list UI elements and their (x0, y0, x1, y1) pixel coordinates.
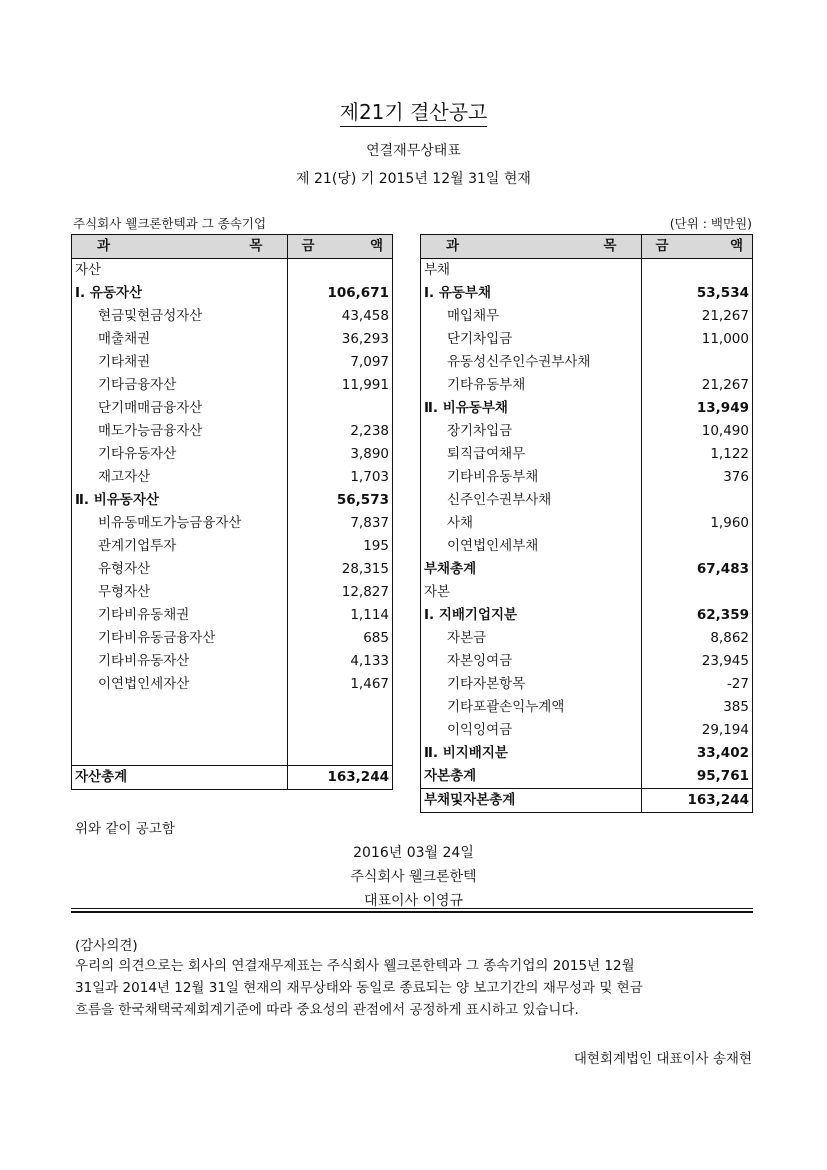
auditor-signature: 대현회계법인 대표이사 송재현 (573, 1051, 752, 1067)
row-label: 퇴직급여채무 (421, 443, 642, 466)
table-row (72, 719, 393, 742)
table-row (421, 305, 753, 328)
row-amount (288, 259, 393, 283)
ceo-name: 대표이사 이영규 (363, 893, 464, 909)
page-title (0, 96, 827, 125)
amount-header-char-1: 금 (655, 238, 669, 254)
table-row (421, 466, 753, 489)
table-row (421, 696, 753, 719)
row-amount: 23,945 (642, 650, 753, 673)
row-label: 자본 (421, 581, 642, 604)
table-row (72, 466, 393, 489)
notice-text: 위와 같이 공고함 (75, 821, 175, 837)
table-row (72, 581, 393, 604)
row-amount: 36,293 (288, 328, 393, 351)
table-row (421, 397, 753, 420)
row-amount: 376 (642, 466, 753, 489)
row-amount: 685 (288, 627, 393, 650)
row-amount (288, 397, 393, 420)
row-label: Ⅰ. 유동자산 (72, 282, 288, 305)
table-row (72, 558, 393, 581)
row-amount (642, 581, 753, 604)
row-label: 유형자산 (72, 558, 288, 581)
audit-line-2: 31일과 2014년 12월 31일 현재의 재무상태와 동일로 종료되는 양 보고기간의 재무성과 및 현금 (75, 980, 643, 996)
row-amount: 2,238 (288, 420, 393, 443)
row-amount: 7,837 (288, 512, 393, 535)
row-amount: 10,490 (642, 420, 753, 443)
table-row (72, 328, 393, 351)
amount-header-char-2: 액 (729, 238, 743, 254)
row-amount: 33,402 (642, 742, 753, 765)
audit-line-3: 흐름을 한국채택국제회계기준에 따라 중요성의 관점에서 공정하게 표시하고 있습니다. (75, 1002, 579, 1018)
row-label: 신주인수권부사채 (421, 489, 642, 512)
row-amount: 106,671 (288, 282, 393, 305)
page-title-text: 제21기 결산공고 (340, 100, 488, 127)
row-amount (642, 259, 753, 283)
row-amount: 29,194 (642, 719, 753, 742)
row-label: 자산총계 (72, 766, 288, 790)
row-amount (642, 351, 753, 374)
table-row (421, 673, 753, 696)
row-amount: 21,267 (642, 305, 753, 328)
table-row (421, 627, 753, 650)
row-label: 자본총계 (421, 765, 642, 789)
row-amount: 12,827 (288, 581, 393, 604)
item-header-char-2: 목 (603, 238, 617, 254)
row-label: Ⅰ. 유동부채 (421, 282, 642, 305)
company-name: 주식회사 웰크론한텍과 그 종속기업 (73, 216, 267, 231)
amount-column-header (288, 235, 393, 259)
item-header-char-1: 과 (97, 238, 111, 254)
table-row (421, 489, 753, 512)
audit-heading: (감사의견) (75, 938, 138, 954)
row-label: 기타유동부채 (421, 374, 642, 397)
row-label: 장기차입금 (421, 420, 642, 443)
table-row (421, 328, 753, 351)
notice-date: 2016년 03월 24일 (353, 845, 474, 861)
row-amount (642, 535, 753, 558)
divider-thin (71, 908, 753, 909)
table-row (421, 535, 753, 558)
item-column-header (421, 235, 642, 259)
table-row (421, 351, 753, 374)
row-label: 재고자산 (72, 466, 288, 489)
row-amount (642, 489, 753, 512)
row-amount: 62,359 (642, 604, 753, 627)
row-label (72, 719, 288, 742)
row-label: 부채및자본총계 (421, 789, 642, 813)
table-row (72, 282, 393, 305)
row-amount: 13,949 (642, 397, 753, 420)
table-row (421, 558, 753, 581)
audit-line-1: 우리의 의견으로는 회사의 연결재무제표는 주식회사 웰크론한텍과 그 종속기업의 2015년 12월 (75, 958, 635, 974)
table-row (421, 443, 753, 466)
row-label: 유동성신주인수권부사채 (421, 351, 642, 374)
unit-label: (단위 : 백만원) (669, 216, 752, 231)
row-label (72, 696, 288, 719)
table-row (72, 305, 393, 328)
row-label: 무형자산 (72, 581, 288, 604)
row-label: Ⅱ. 비유동부채 (421, 397, 642, 420)
table-row (72, 696, 393, 719)
table-row (72, 650, 393, 673)
assets-body (72, 259, 393, 790)
row-label: 기타채권 (72, 351, 288, 374)
row-amount: 385 (642, 696, 753, 719)
row-amount: 1,703 (288, 466, 393, 489)
statement-period: 제 21(당) 기 2015년 12월 31일 현재 (296, 171, 531, 187)
row-label: 기타자본항목 (421, 673, 642, 696)
firm-name: 주식회사 웰크론한텍 (350, 869, 477, 885)
audit-opinion (75, 955, 755, 1021)
row-label: 기타금융자산 (72, 374, 288, 397)
table-row (421, 604, 753, 627)
row-label: 기타비유동금융자산 (72, 627, 288, 650)
row-label: 자산 (72, 259, 288, 283)
table-row (421, 374, 753, 397)
row-label: 매도가능금융자산 (72, 420, 288, 443)
row-label: 이연법인세자산 (72, 673, 288, 696)
row-label: Ⅱ. 비지배지분 (421, 742, 642, 765)
row-label: 자본금 (421, 627, 642, 650)
table-row (421, 742, 753, 765)
assets-table (71, 234, 393, 790)
row-amount: 1,467 (288, 673, 393, 696)
table-row (72, 489, 393, 512)
row-label: 사채 (421, 512, 642, 535)
row-label: 부채총계 (421, 558, 642, 581)
table-row (72, 673, 393, 696)
row-label: 부채 (421, 259, 642, 283)
row-amount: 21,267 (642, 374, 753, 397)
table-row (421, 719, 753, 742)
row-amount: 11,000 (642, 328, 753, 351)
liabilities-body (421, 259, 753, 813)
row-label: 이익잉여금 (421, 719, 642, 742)
row-amount: 8,862 (642, 627, 753, 650)
item-column-header (72, 235, 288, 259)
table-row (72, 604, 393, 627)
row-amount: 7,097 (288, 351, 393, 374)
assets-header-row (72, 235, 393, 259)
row-label: 자본잉여금 (421, 650, 642, 673)
row-amount: 3,890 (288, 443, 393, 466)
table-row (72, 351, 393, 374)
row-amount: 67,483 (642, 558, 753, 581)
divider-thick (71, 911, 753, 913)
row-label: 비유동매도가능금융자산 (72, 512, 288, 535)
table-row (421, 512, 753, 535)
table-row (421, 420, 753, 443)
row-label: 현금및현금성자산 (72, 305, 288, 328)
table-row (72, 397, 393, 420)
row-label: 단기차입금 (421, 328, 642, 351)
row-amount: -27 (642, 673, 753, 696)
amount-column-header (642, 235, 753, 259)
table-row (421, 650, 753, 673)
table-row (421, 282, 753, 305)
row-label: 기타포괄손익누계액 (421, 696, 642, 719)
row-label: Ⅰ. 지배기업지분 (421, 604, 642, 627)
table-row (72, 420, 393, 443)
row-amount: 43,458 (288, 305, 393, 328)
table-row (72, 627, 393, 650)
row-label: 관계기업투자 (72, 535, 288, 558)
row-label (72, 742, 288, 766)
table-row (72, 443, 393, 466)
table-row (421, 765, 753, 789)
row-amount (288, 719, 393, 742)
table-row (72, 766, 393, 790)
item-header-char-2: 목 (249, 238, 263, 254)
row-amount: 53,534 (642, 282, 753, 305)
table-row (72, 374, 393, 397)
liabilities-header-row (421, 235, 753, 259)
row-label: Ⅱ. 비유동자산 (72, 489, 288, 512)
amount-header-char-2: 액 (369, 238, 383, 254)
row-amount: 28,315 (288, 558, 393, 581)
table-row (72, 742, 393, 766)
row-label: 기타비유동채권 (72, 604, 288, 627)
table-row (421, 259, 753, 283)
row-amount: 56,573 (288, 489, 393, 512)
liabilities-equity-table (420, 234, 753, 813)
row-amount: 95,761 (642, 765, 753, 789)
row-amount (288, 696, 393, 719)
amount-header-char-1: 금 (301, 238, 315, 254)
row-label: 기타비유동부채 (421, 466, 642, 489)
row-amount: 163,244 (288, 766, 393, 790)
row-label: 매출채권 (72, 328, 288, 351)
row-amount: 1,114 (288, 604, 393, 627)
row-amount: 11,991 (288, 374, 393, 397)
row-label: 단기매매금융자산 (72, 397, 288, 420)
row-amount: 163,244 (642, 789, 753, 813)
row-label: 이연법인세부채 (421, 535, 642, 558)
row-label: 기타유동자산 (72, 443, 288, 466)
item-header-char-1: 과 (446, 238, 460, 254)
row-label: 매입채무 (421, 305, 642, 328)
row-amount (288, 742, 393, 766)
row-amount: 4,133 (288, 650, 393, 673)
row-amount: 1,960 (642, 512, 753, 535)
table-row (421, 581, 753, 604)
statement-subtitle: 연결재무상태표 (366, 143, 461, 159)
table-row (72, 259, 393, 283)
row-label: 기타비유동자산 (72, 650, 288, 673)
row-amount: 195 (288, 535, 393, 558)
row-amount: 1,122 (642, 443, 753, 466)
table-row (421, 789, 753, 813)
table-row (72, 535, 393, 558)
table-row (72, 512, 393, 535)
